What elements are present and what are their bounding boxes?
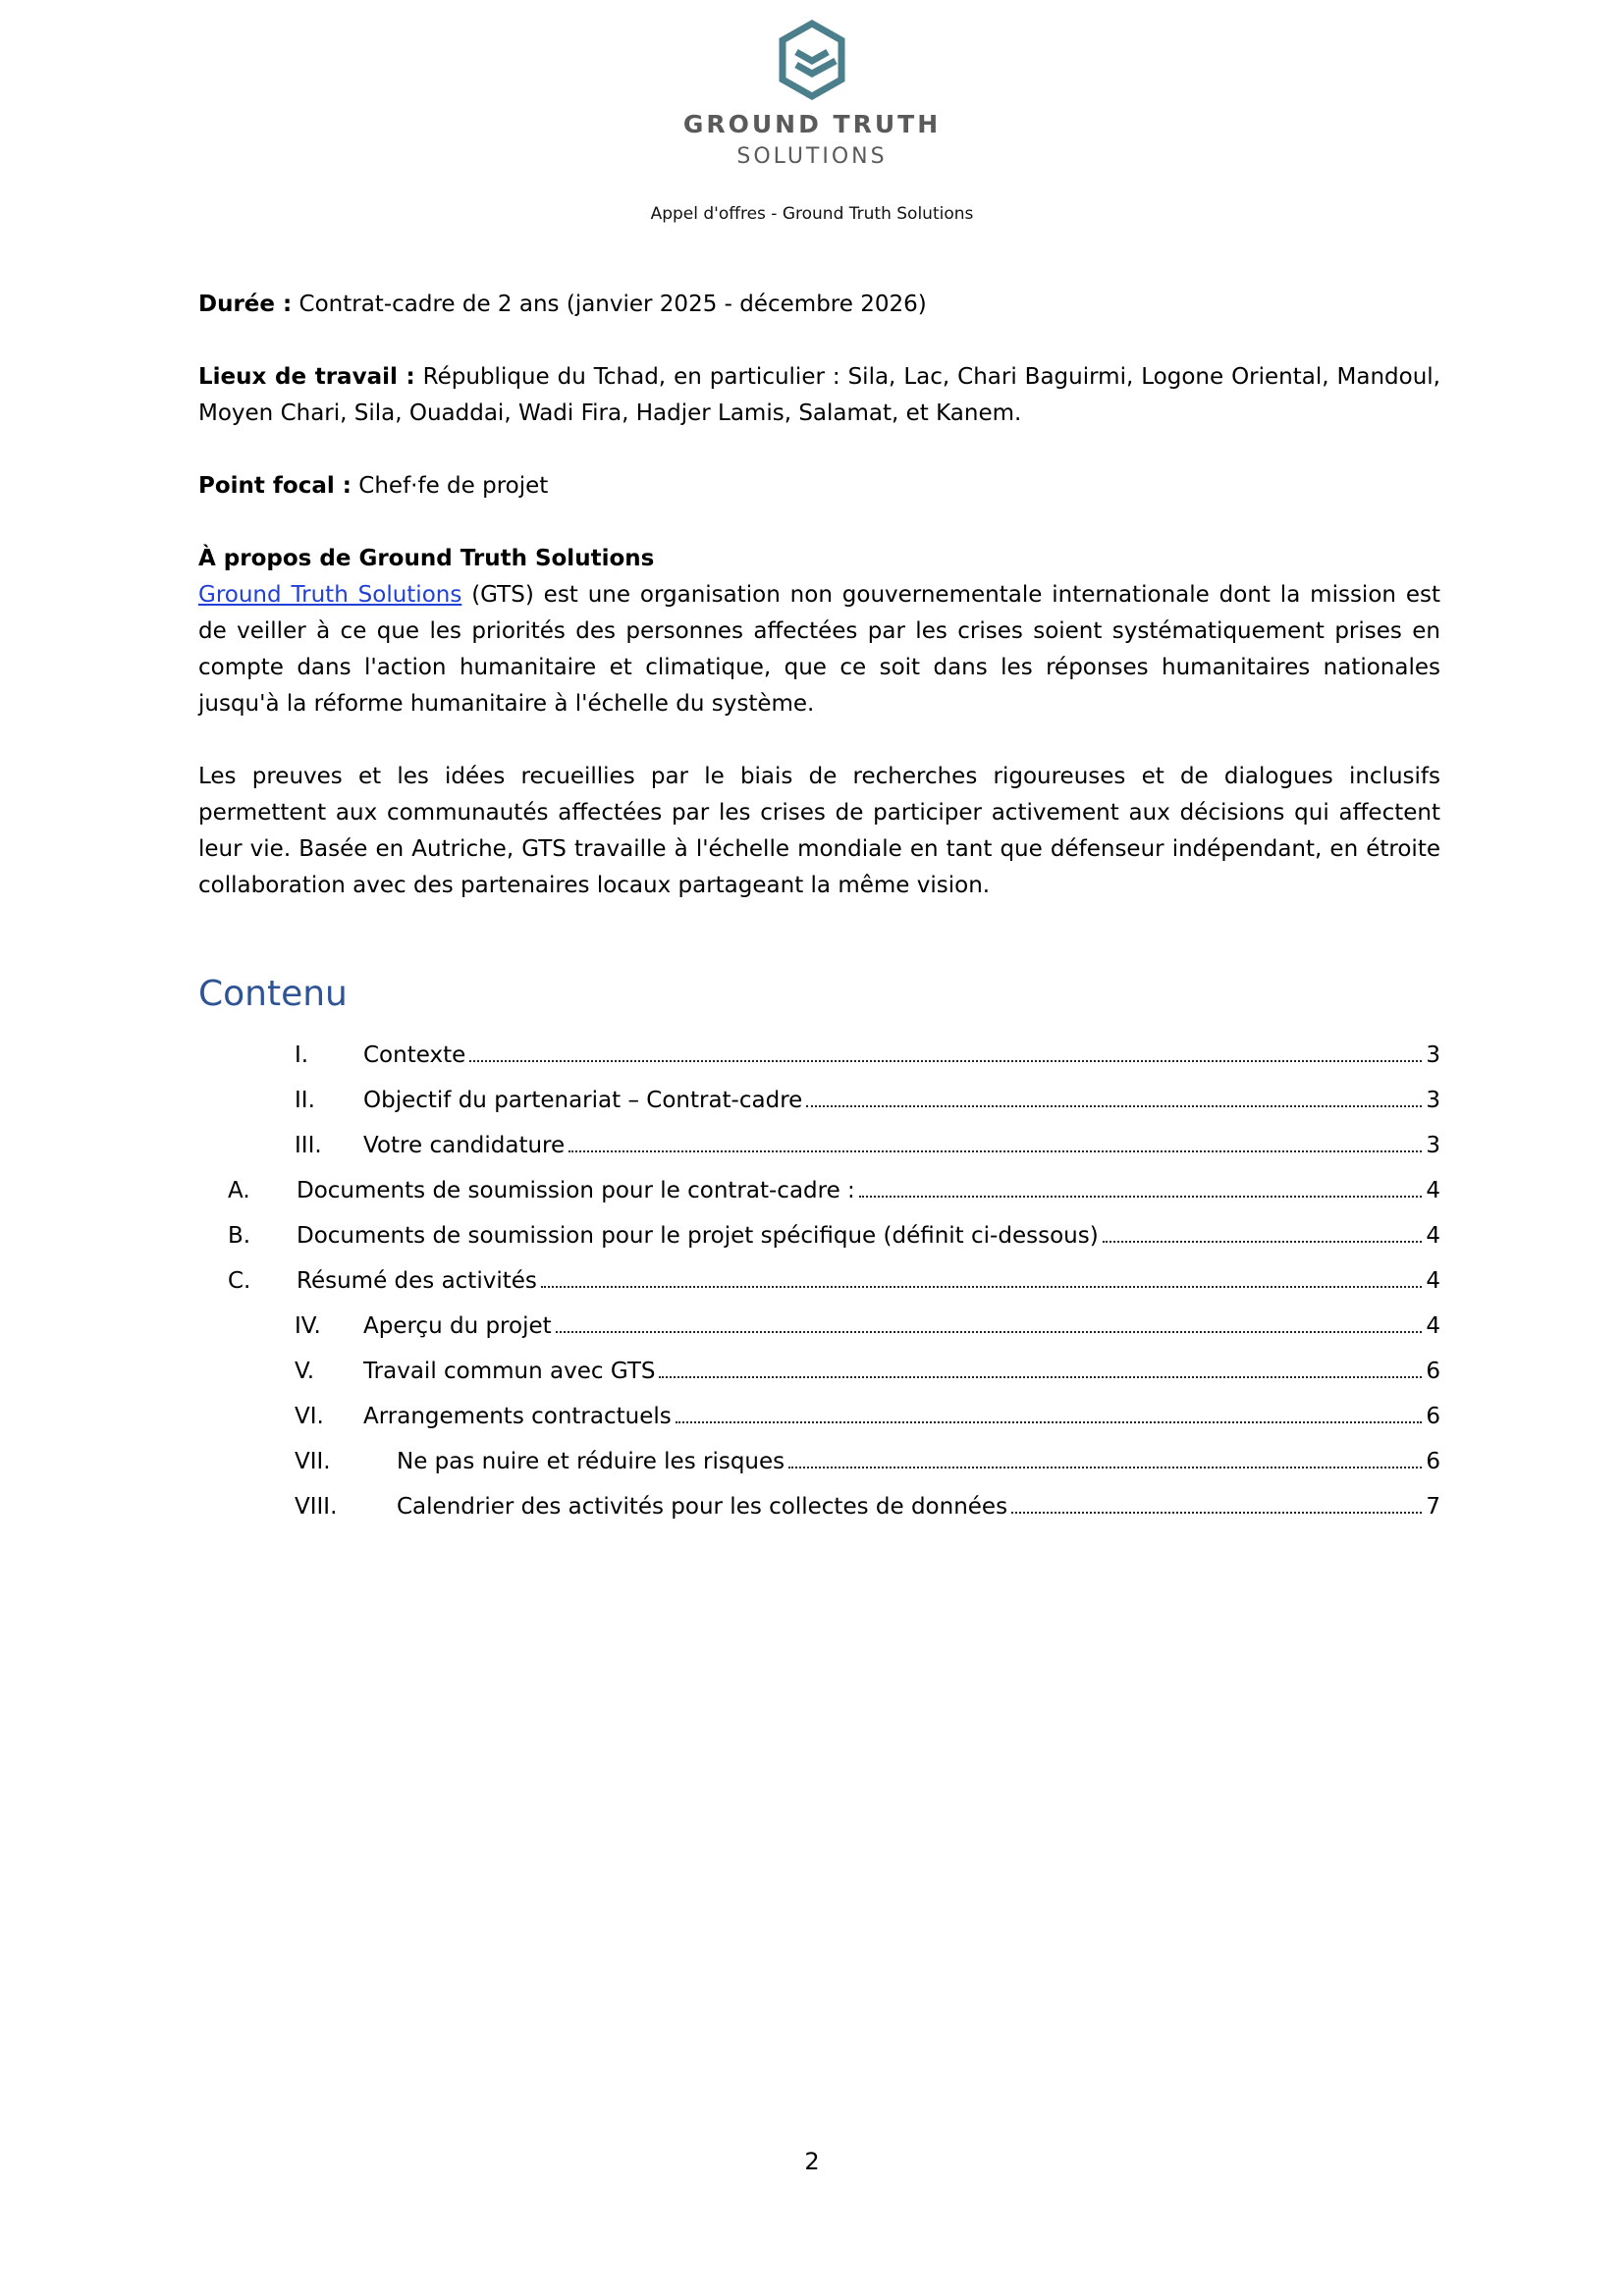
- toc-entry[interactable]: [198, 1492, 1440, 1537]
- about-heading: À propos de Ground Truth Solutions: [198, 546, 655, 571]
- toc-entry[interactable]: [198, 1266, 1440, 1311]
- toc-entry-title: Votre candidature: [363, 1133, 566, 1158]
- toc-entry-title: Ne pas nuire et réduire les risques: [397, 1449, 785, 1474]
- toc-entry-page: 3: [1426, 1088, 1440, 1113]
- toc-entry-title: Calendrier des activités pour les collectes de données: [397, 1494, 1008, 1520]
- duration-value: Contrat-cadre de 2 ans (janvier 2025 - décembre 2026): [292, 292, 927, 317]
- toc-entry[interactable]: [198, 1131, 1440, 1176]
- toc-entry-number: VII.: [295, 1449, 331, 1474]
- toc-entry-page: 6: [1426, 1359, 1440, 1384]
- toc-entry-page: 3: [1426, 1042, 1440, 1068]
- toc-entry-number: I.: [295, 1042, 309, 1068]
- toc-entry-page: 6: [1426, 1404, 1440, 1429]
- toc-entry-number: VI.: [295, 1404, 324, 1429]
- toc-entry[interactable]: [198, 1402, 1440, 1447]
- location-paragraph: [198, 359, 1440, 432]
- toc-entry-title: Objectif du partenariat – Contrat-cadre: [363, 1088, 803, 1113]
- toc-entry[interactable]: [198, 1357, 1440, 1402]
- intro-section: [198, 287, 1440, 904]
- focal-label: Point focal :: [198, 473, 352, 499]
- duration-paragraph: [198, 287, 1440, 323]
- table-of-contents: [198, 1041, 1440, 1537]
- page-number: 2: [804, 2148, 820, 2175]
- focal-value: Chef·fe de projet: [351, 473, 549, 499]
- toc-entry[interactable]: [198, 1311, 1440, 1357]
- toc-entry-number: C.: [228, 1268, 251, 1294]
- location-value: République du Tchad, en particulier : Sila, Lac, Chari Baguirmi, Logone Oriental, Mandoul, Moyen Chari, Sila, Ouaddai, Wadi Fira, Hadjer Lamis, Salamat, et Kanem.: [198, 364, 1440, 426]
- toc-entry-title: Aperçu du projet: [363, 1313, 552, 1339]
- toc-entry[interactable]: [198, 1447, 1440, 1492]
- toc-entry-title: Documents de soumission pour le projet spécifique (définit ci-dessous): [297, 1223, 1099, 1249]
- about-text: (GTS) est une organisation non gouvernementale internationale dont la mission est de veiller à ce que les priorités des personnes affectées par les crises soient systématiquement prises en compte dans l'action humanitaire et climatique, que ce soit dans les réponses humanitaires nationales jusqu'à la réforme humanitaire à l'échelle du système.: [198, 582, 1440, 717]
- toc-entry-number: II.: [295, 1088, 315, 1113]
- gts-hexagon-logo-icon: [777, 20, 847, 100]
- toc-entry[interactable]: [198, 1041, 1440, 1086]
- toc-entry-page: 7: [1426, 1494, 1440, 1520]
- toc-entry-title: Travail commun avec GTS: [363, 1359, 656, 1384]
- focal-paragraph: [198, 468, 1440, 505]
- logo-name: GROUND TRUTH: [682, 110, 942, 138]
- toc-entry-page: 4: [1426, 1223, 1440, 1249]
- toc-entry[interactable]: [198, 1086, 1440, 1131]
- toc-entry-number: IV.: [295, 1313, 321, 1339]
- evidence-paragraph: Les preuves et les idées recueillies par le biais de recherches rigoureuses et de dialogues inclusifs permettent aux communautés affectées par les crises de participer activement aux décisions qui affectent leur vie. Basée en Autriche, GTS travaille à l'échelle mondiale en tant que défenseur indépendant, en étroite collaboration avec des partenaires locaux partageant la même vision.: [198, 764, 1440, 898]
- toc-entry-page: 3: [1426, 1133, 1440, 1158]
- duration-label: Durée :: [198, 292, 293, 317]
- toc-entry[interactable]: [198, 1221, 1440, 1266]
- toc-entry-number: B.: [228, 1223, 251, 1249]
- toc-entry-title: Contexte: [363, 1042, 466, 1068]
- gts-link[interactable]: Ground Truth Solutions: [198, 582, 462, 608]
- header-caption: Appel d'offres - Ground Truth Solutions: [650, 204, 974, 224]
- toc-entry-page: 4: [1426, 1178, 1440, 1203]
- location-label: Lieux de travail :: [198, 364, 415, 390]
- toc-entry[interactable]: [198, 1176, 1440, 1221]
- toc-entry-number: V.: [295, 1359, 315, 1384]
- logo-subtitle: SOLUTIONS: [736, 144, 888, 169]
- about-paragraph: [198, 577, 1440, 722]
- toc-entry-number: A.: [228, 1178, 250, 1203]
- toc-entry-number: VIII.: [295, 1494, 338, 1520]
- toc-entry-page: 4: [1426, 1268, 1440, 1294]
- toc-entry-title: Arrangements contractuels: [363, 1404, 672, 1429]
- organization-logo: [0, 20, 1624, 169]
- toc-entry-number: III.: [295, 1133, 322, 1158]
- toc-entry-page: 6: [1426, 1449, 1440, 1474]
- toc-entry-title: Résumé des activités: [297, 1268, 537, 1294]
- toc-entry-title: Documents de soumission pour le contrat-cadre :: [297, 1178, 855, 1203]
- toc-entry-page: 4: [1426, 1313, 1440, 1339]
- toc-title: Contenu: [198, 974, 348, 1014]
